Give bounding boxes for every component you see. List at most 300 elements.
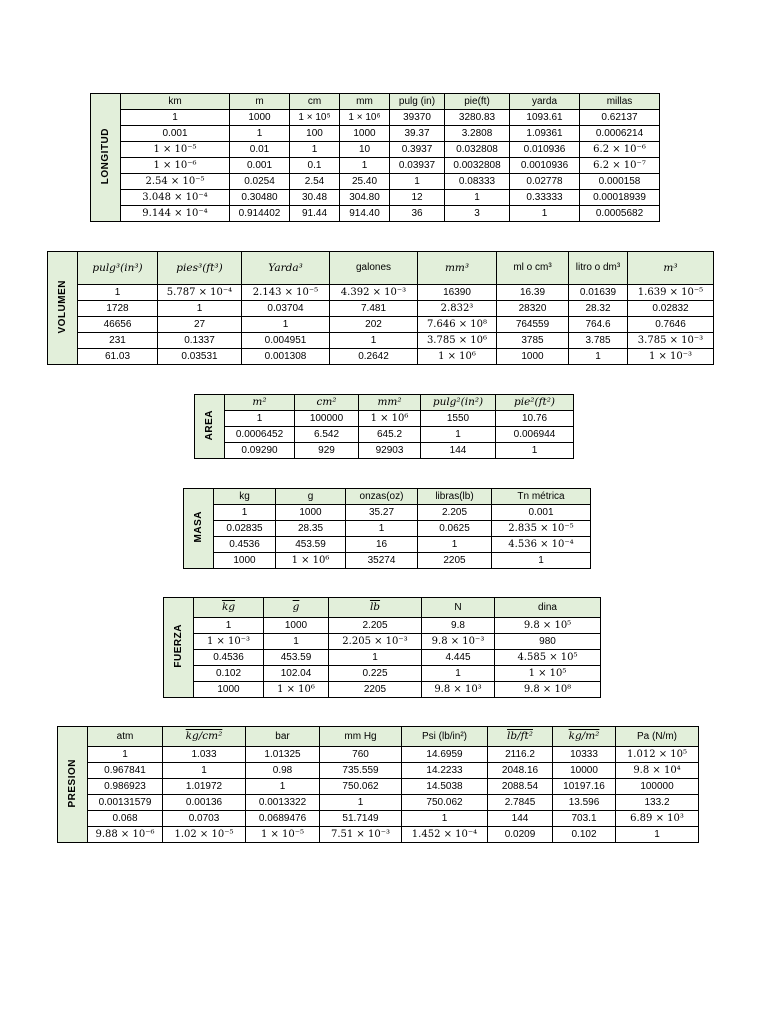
table-row: [91, 158, 660, 174]
table-row: [91, 174, 660, 190]
table-cell: 0.03704: [242, 301, 330, 317]
table-cell: 3280.83: [445, 110, 510, 126]
table-cell: 0.001: [492, 505, 591, 521]
table-cell: 9.88 × 10⁻⁶: [88, 827, 163, 843]
table-cell: 0.03531: [158, 349, 242, 365]
table-cell: 1.09361: [510, 126, 580, 142]
header-cell: atm: [88, 727, 163, 747]
table-cell: 9.8: [422, 618, 495, 634]
table-cell: 2.54 × 10⁻⁵: [121, 174, 230, 190]
table-cell: 453.59: [264, 650, 329, 666]
table-row: [58, 795, 699, 811]
table-cell: 51.7149: [320, 811, 402, 827]
table-cell: 28320: [497, 301, 569, 317]
table-cell: 0.02835: [214, 521, 276, 537]
table-cell: 12: [390, 190, 445, 206]
volumen-block: [47, 251, 714, 365]
table-row: [195, 411, 574, 427]
table-cell: 0.0032808: [445, 158, 510, 174]
table-cell: 703.1: [553, 811, 616, 827]
header-cell: m: [230, 94, 290, 110]
table-cell: 0.986923: [88, 779, 163, 795]
table-cell: 1: [346, 521, 418, 537]
table-cell: 1: [290, 142, 340, 158]
fuerza-block: [163, 597, 601, 698]
table-cell: 0.02778: [510, 174, 580, 190]
table-cell: 764559: [497, 317, 569, 333]
header-cell: mm²: [359, 395, 421, 411]
table-row: [91, 142, 660, 158]
table-cell: 1000: [230, 110, 290, 126]
table-cell: 1.033: [163, 747, 246, 763]
table-cell: 10197.16: [553, 779, 616, 795]
table-cell: 0.2642: [330, 349, 418, 365]
table-cell: 0.004951: [242, 333, 330, 349]
table-cell: 0.00136: [163, 795, 246, 811]
presion-table: [57, 726, 699, 843]
table-cell: 0.1337: [158, 333, 242, 349]
table-cell: 2.54: [290, 174, 340, 190]
table-cell: 0.7646: [628, 317, 714, 333]
table-cell: 1: [418, 537, 492, 553]
table-cell: 1 × 10⁶: [276, 553, 346, 569]
table-row: [164, 682, 601, 698]
area-label: AREA: [203, 409, 215, 441]
table-row: [58, 763, 699, 779]
header-cell: Tn métrica: [492, 489, 591, 505]
table-cell: 2205: [329, 682, 422, 698]
masa-table: [183, 488, 591, 569]
table-cell: 1: [329, 650, 422, 666]
table-cell: 1 × 10⁻⁶: [121, 158, 230, 174]
table-cell: 1: [121, 110, 230, 126]
table-row: [91, 126, 660, 142]
table-row: [58, 747, 699, 763]
table-cell: 929: [295, 443, 359, 459]
side-label: [48, 252, 78, 365]
longitud-block: [90, 93, 660, 222]
table-cell: 1: [445, 190, 510, 206]
table-cell: 2.205: [418, 505, 492, 521]
table-cell: 6.542: [295, 427, 359, 443]
table-row: [184, 537, 591, 553]
header-cell: millas: [580, 94, 660, 110]
table-cell: 1: [78, 285, 158, 301]
table-cell: 735.559: [320, 763, 402, 779]
table-cell: 1000: [194, 682, 264, 698]
table-cell: 14.6959: [402, 747, 488, 763]
table-cell: 16.39: [497, 285, 569, 301]
table-cell: 1: [569, 349, 628, 365]
table-row: [164, 634, 601, 650]
table-row: [58, 779, 699, 795]
table-cell: 0.0006452: [225, 427, 295, 443]
table-cell: 1: [402, 811, 488, 827]
header-cell: ml o cm³: [497, 252, 569, 285]
table-cell: 36: [390, 206, 445, 222]
longitud-label: LONGITUD: [99, 127, 111, 185]
table-cell: 0.102: [553, 827, 616, 843]
table-cell: 0.914402: [230, 206, 290, 222]
fuerza-label: FUERZA: [172, 624, 184, 668]
table-cell: 0.03937: [390, 158, 445, 174]
table-cell: 0.000158: [580, 174, 660, 190]
table-cell: 0.006944: [496, 427, 574, 443]
table-cell: 9.8 × 10⁻³: [422, 634, 495, 650]
presion-label: PRESION: [66, 758, 78, 808]
table-row: [164, 618, 601, 634]
table-cell: 1: [320, 795, 402, 811]
table-cell: 1 × 10⁻⁵: [121, 142, 230, 158]
header-row: [58, 727, 699, 747]
table-cell: 2.205 × 10⁻³: [329, 634, 422, 650]
header-cell: pulg³(in³): [78, 252, 158, 285]
table-cell: 0.967841: [88, 763, 163, 779]
table-cell: 1 × 10⁵: [290, 110, 340, 126]
header-cell: bar: [246, 727, 320, 747]
side-label: [91, 94, 121, 222]
table-cell: 1: [616, 827, 699, 843]
table-cell: 304.80: [340, 190, 390, 206]
header-cell: mm Hg: [320, 727, 402, 747]
table-row: [48, 301, 714, 317]
header-cell: m²: [225, 395, 295, 411]
table-cell: 0.0006214: [580, 126, 660, 142]
table-row: [184, 505, 591, 521]
table-cell: 1.02 × 10⁻⁵: [163, 827, 246, 843]
table-cell: 0.0625: [418, 521, 492, 537]
side-label: [58, 727, 88, 843]
table-cell: 0.032808: [445, 142, 510, 158]
table-cell: 2.205: [329, 618, 422, 634]
table-cell: 1000: [214, 553, 276, 569]
table-cell: 0.001308: [242, 349, 330, 365]
header-cell: pies³(ft³): [158, 252, 242, 285]
table-row: [48, 349, 714, 365]
header-cell: yarda: [510, 94, 580, 110]
table-cell: 1 × 10⁶: [340, 110, 390, 126]
header-cell: $\overline{g}$: [264, 598, 329, 618]
table-cell: 1.01972: [163, 779, 246, 795]
table-row: [48, 333, 714, 349]
area-block: [194, 394, 574, 459]
table-cell: 3.785: [569, 333, 628, 349]
header-cell: Pa (N/m): [616, 727, 699, 747]
table-cell: 3: [445, 206, 510, 222]
table-cell: 14.5038: [402, 779, 488, 795]
table-row: [48, 285, 714, 301]
table-cell: 3.048 × 10⁻⁴: [121, 190, 230, 206]
side-label: [195, 395, 225, 459]
table-cell: 35.27: [346, 505, 418, 521]
header-cell: mm: [340, 94, 390, 110]
table-cell: 3.785 × 10⁻³: [628, 333, 714, 349]
table-cell: 1000: [264, 618, 329, 634]
header-cell: pie²(ft²): [496, 395, 574, 411]
table-row: [184, 553, 591, 569]
header-cell: onzas(oz): [346, 489, 418, 505]
table-cell: 10.76: [496, 411, 574, 427]
header-cell: dina: [495, 598, 601, 618]
table-cell: 1000: [276, 505, 346, 521]
table-cell: 102.04: [264, 666, 329, 682]
table-cell: 28.35: [276, 521, 346, 537]
table-cell: 1: [496, 443, 574, 459]
table-cell: 980: [495, 634, 601, 650]
table-cell: 100000: [616, 779, 699, 795]
table-cell: 2.832³: [418, 301, 497, 317]
table-cell: 1: [158, 301, 242, 317]
table-cell: 10333: [553, 747, 616, 763]
presion-block: [57, 726, 699, 843]
table-cell: 0.1: [290, 158, 340, 174]
table-cell: 231: [78, 333, 158, 349]
longitud-table: [90, 93, 660, 222]
table-cell: 0.001: [121, 126, 230, 142]
table-cell: 0.0005682: [580, 206, 660, 222]
table-cell: 100000: [295, 411, 359, 427]
table-cell: 0.225: [329, 666, 422, 682]
table-cell: 2088.54: [488, 779, 553, 795]
table-cell: 750.062: [320, 779, 402, 795]
table-cell: 7.51 × 10⁻³: [320, 827, 402, 843]
table-cell: 1: [194, 618, 264, 634]
side-label: [164, 598, 194, 698]
table-cell: 10000: [553, 763, 616, 779]
table-cell: 1: [246, 779, 320, 795]
table-cell: 0.010936: [510, 142, 580, 158]
table-cell: 1728: [78, 301, 158, 317]
table-row: [91, 206, 660, 222]
table-cell: 0.09290: [225, 443, 295, 459]
table-cell: 0.068: [88, 811, 163, 827]
table-cell: 1 × 10⁻³: [194, 634, 264, 650]
table-cell: 0.02832: [628, 301, 714, 317]
table-cell: 1: [230, 126, 290, 142]
table-cell: 0.0689476: [246, 811, 320, 827]
fuerza-table: [163, 597, 601, 698]
table-cell: 1000: [497, 349, 569, 365]
table-cell: 16: [346, 537, 418, 553]
table-cell: 1.012 × 10⁵: [616, 747, 699, 763]
table-cell: 3785: [497, 333, 569, 349]
table-cell: 0.4536: [194, 650, 264, 666]
table-cell: 1: [163, 763, 246, 779]
table-cell: 1 × 10⁻³: [628, 349, 714, 365]
table-cell: 9.8 × 10⁸: [495, 682, 601, 698]
table-cell: 16390: [418, 285, 497, 301]
table-cell: 4.445: [422, 650, 495, 666]
header-cell: cm: [290, 94, 340, 110]
table-cell: 0.4536: [214, 537, 276, 553]
table-cell: 144: [488, 811, 553, 827]
table-cell: 0.98: [246, 763, 320, 779]
table-cell: 9.8 × 10⁵: [495, 618, 601, 634]
table-cell: 1.639 × 10⁻⁵: [628, 285, 714, 301]
table-row: [164, 650, 601, 666]
table-cell: 0.08333: [445, 174, 510, 190]
header-row: [91, 94, 660, 110]
table-cell: 1: [88, 747, 163, 763]
header-cell: mm³: [418, 252, 497, 285]
table-cell: 1: [510, 206, 580, 222]
table-row: [91, 110, 660, 126]
header-cell: m³: [628, 252, 714, 285]
table-cell: 645.2: [359, 427, 421, 443]
table-cell: 2205: [418, 553, 492, 569]
table-cell: 92903: [359, 443, 421, 459]
header-cell: $\overline{lb}$: [329, 598, 422, 618]
table-cell: 39.37: [390, 126, 445, 142]
table-cell: 7.646 × 10⁸: [418, 317, 497, 333]
table-row: [184, 521, 591, 537]
table-row: [48, 317, 714, 333]
table-cell: 27: [158, 317, 242, 333]
table-cell: 4.392 × 10⁻³: [330, 285, 418, 301]
header-cell: pulg (in): [390, 94, 445, 110]
table-cell: 1: [390, 174, 445, 190]
table-cell: 3.785 × 10⁶: [418, 333, 497, 349]
table-cell: 1: [264, 634, 329, 650]
table-cell: 0.102: [194, 666, 264, 682]
table-cell: 10: [340, 142, 390, 158]
table-cell: 0.00131579: [88, 795, 163, 811]
table-row: [195, 427, 574, 443]
header-row: [195, 395, 574, 411]
masa-block: [183, 488, 591, 569]
table-cell: 91.44: [290, 206, 340, 222]
table-cell: 133.2: [616, 795, 699, 811]
table-cell: 1 × 10⁻⁵: [246, 827, 320, 843]
table-cell: 28.32: [569, 301, 628, 317]
header-row: [48, 252, 714, 285]
table-cell: 0.30480: [230, 190, 290, 206]
table-cell: 4.536 × 10⁻⁴: [492, 537, 591, 553]
table-cell: 453.59: [276, 537, 346, 553]
table-cell: 0.01: [230, 142, 290, 158]
header-cell: pulg²(in²): [421, 395, 496, 411]
table-cell: 9.8 × 10⁴: [616, 763, 699, 779]
table-cell: 144: [421, 443, 496, 459]
table-cell: 1: [340, 158, 390, 174]
area-table: [194, 394, 574, 459]
table-cell: 1550: [421, 411, 496, 427]
header-cell: kg: [214, 489, 276, 505]
header-cell: lb/ft²: [488, 727, 553, 747]
table-cell: 0.0703: [163, 811, 246, 827]
volumen-table: [47, 251, 714, 365]
table-cell: 5.787 × 10⁻⁴: [158, 285, 242, 301]
header-row: [184, 489, 591, 505]
table-cell: 6.2 × 10⁻⁶: [580, 142, 660, 158]
table-cell: 0.0209: [488, 827, 553, 843]
volumen-label: VOLUMEN: [56, 279, 68, 334]
header-cell: Psi (lb/in²): [402, 727, 488, 747]
masa-label: MASA: [192, 511, 204, 543]
table-cell: 0.0010936: [510, 158, 580, 174]
header-cell: N: [422, 598, 495, 618]
table-row: [164, 666, 601, 682]
table-row: [91, 190, 660, 206]
table-cell: 39370: [390, 110, 445, 126]
table-cell: 0.3937: [390, 142, 445, 158]
table-cell: 25.40: [340, 174, 390, 190]
table-row: [195, 443, 574, 459]
table-cell: 7.481: [330, 301, 418, 317]
header-cell: kg/cm²: [163, 727, 246, 747]
table-cell: 0.62137: [580, 110, 660, 126]
table-row: [58, 827, 699, 843]
table-cell: 0.0254: [230, 174, 290, 190]
table-cell: 9.8 × 10³: [422, 682, 495, 698]
table-cell: 61.03: [78, 349, 158, 365]
table-cell: 2116.2: [488, 747, 553, 763]
header-cell: galones: [330, 252, 418, 285]
table-cell: 2048.16: [488, 763, 553, 779]
table-cell: 1 × 10⁵: [495, 666, 601, 682]
table-cell: 1: [421, 427, 496, 443]
header-cell: cm²: [295, 395, 359, 411]
table-cell: 1 × 10⁶: [264, 682, 329, 698]
table-cell: 3.2808: [445, 126, 510, 142]
table-cell: 1 × 10⁶: [359, 411, 421, 427]
table-cell: 1: [214, 505, 276, 521]
table-cell: 6.89 × 10³: [616, 811, 699, 827]
table-cell: 2.835 × 10⁻⁵: [492, 521, 591, 537]
table-cell: 1: [330, 333, 418, 349]
table-cell: 914.40: [340, 206, 390, 222]
table-cell: 1 × 10⁶: [418, 349, 497, 365]
table-cell: 202: [330, 317, 418, 333]
table-cell: 2.7845: [488, 795, 553, 811]
table-cell: 14.2233: [402, 763, 488, 779]
table-cell: 30.48: [290, 190, 340, 206]
table-cell: 6.2 × 10⁻⁷: [580, 158, 660, 174]
table-cell: 760: [320, 747, 402, 763]
table-cell: 0.00018939: [580, 190, 660, 206]
table-cell: 0.01639: [569, 285, 628, 301]
table-cell: 1: [422, 666, 495, 682]
header-cell: $\overline{kg}$: [194, 598, 264, 618]
side-label: [184, 489, 214, 569]
header-cell: kg/m²: [553, 727, 616, 747]
table-row: [58, 811, 699, 827]
header-cell: Yarda³: [242, 252, 330, 285]
table-cell: 1.452 × 10⁻⁴: [402, 827, 488, 843]
table-cell: 1000: [340, 126, 390, 142]
table-cell: 0.33333: [510, 190, 580, 206]
table-cell: 1.01325: [246, 747, 320, 763]
header-cell: litro o dm³: [569, 252, 628, 285]
table-cell: 1: [492, 553, 591, 569]
header-cell: g: [276, 489, 346, 505]
table-cell: 1: [225, 411, 295, 427]
header-cell: pie(ft): [445, 94, 510, 110]
table-cell: 1: [242, 317, 330, 333]
table-cell: 2.143 × 10⁻⁵: [242, 285, 330, 301]
header-cell: libras(lb): [418, 489, 492, 505]
table-cell: 4.585 × 10⁵: [495, 650, 601, 666]
header-cell: km: [121, 94, 230, 110]
table-cell: 100: [290, 126, 340, 142]
table-cell: 750.062: [402, 795, 488, 811]
table-cell: 764.6: [569, 317, 628, 333]
table-cell: 13.596: [553, 795, 616, 811]
table-cell: 0.001: [230, 158, 290, 174]
table-cell: 1093.61: [510, 110, 580, 126]
table-cell: 46656: [78, 317, 158, 333]
table-cell: 0.0013322: [246, 795, 320, 811]
